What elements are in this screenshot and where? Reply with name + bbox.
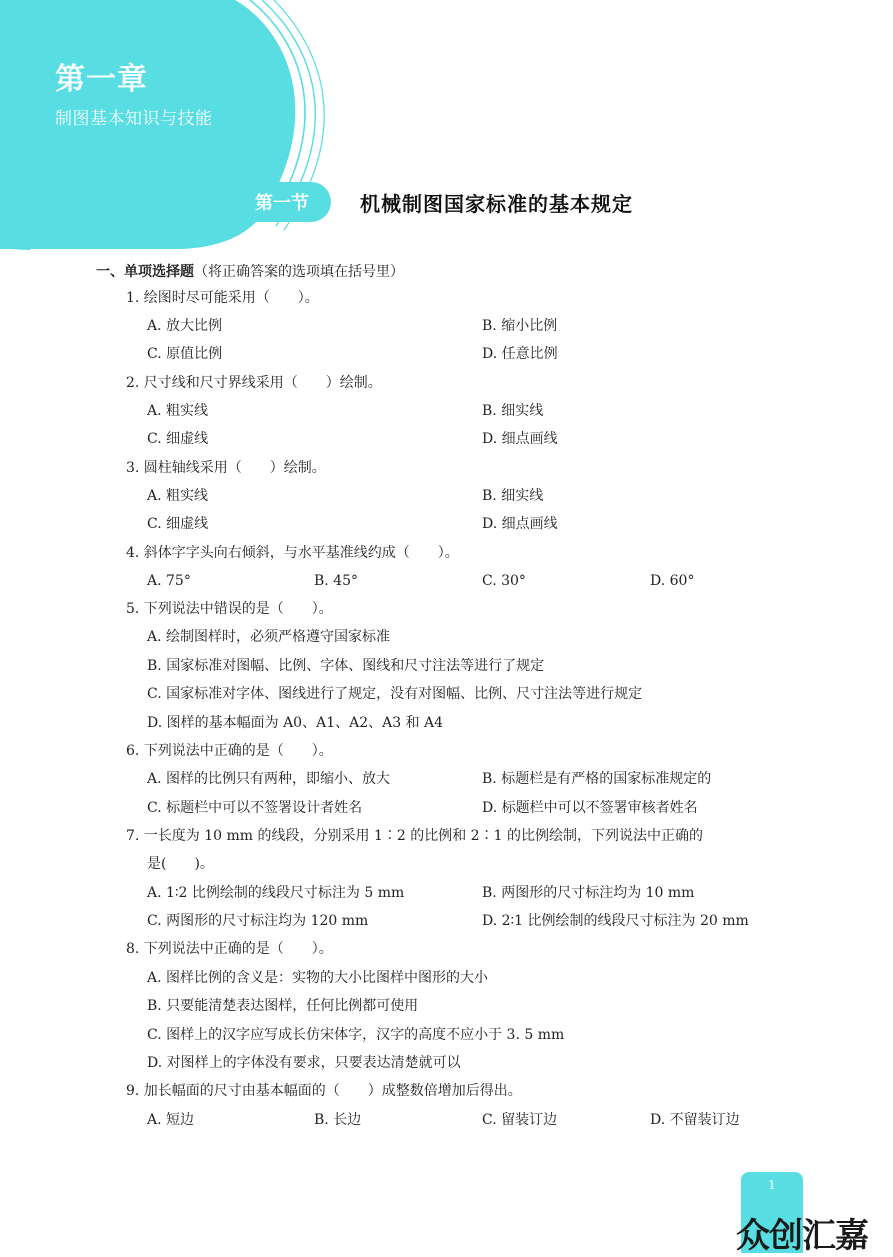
question-option: C. 标题栏中可以不签署设计者姓名 (147, 800, 363, 816)
question-option: C. 30° (482, 573, 526, 589)
question-option: C. 细虚线 (147, 431, 209, 447)
question-option: D. 60° (650, 573, 695, 589)
page-number: 1 (768, 1178, 776, 1192)
question-option: A. 放大比例 (147, 318, 223, 334)
question-option: A. 短边 (147, 1112, 195, 1128)
question-option: B. 两图形的尺寸标注均为 10 mm (482, 885, 695, 901)
question-stem: 7. 一长度为 10 mm 的线段，分别采用 1∶2 的比例和 2∶1 的比例绘制，下列说法中正确的 (126, 828, 703, 844)
question-option: C. 细虚线 (147, 516, 209, 532)
question-stem: 5. 下列说法中错误的是（ ）。 (126, 601, 333, 617)
question-option: D. 标题栏中可以不签署审核者姓名 (482, 800, 698, 816)
question-option: B. 只要能清楚表达图样，任何比例都可使用 (147, 998, 419, 1014)
part-note: （将正确答案的选项填在括号里） (194, 264, 404, 280)
question-option: B. 45° (314, 573, 359, 589)
question-option: B. 缩小比例 (482, 318, 558, 334)
question-stem: 4. 斜体字字头向右倾斜，与水平基准线约成（ ）。 (126, 545, 459, 561)
part-title (96, 261, 404, 281)
question-option: B. 细实线 (482, 488, 544, 504)
question-option: B. 长边 (314, 1112, 362, 1128)
question-option: B. 细实线 (482, 403, 544, 419)
section-badge: 第一节 (233, 182, 331, 222)
question-option: D. 细点画线 (482, 431, 558, 447)
question-option: A. 75° (147, 573, 191, 589)
question-stem: 1. 绘图时尽可能采用（ ）。 (126, 290, 319, 306)
question-option: D. 图样的基本幅面为 A0、A1、A2、A3 和 A4 (147, 715, 444, 731)
question-option: A. 图样比例的含义是：实物的大小比图样中图形的大小 (147, 970, 489, 986)
question-stem: 3. 圆柱轴线采用（ ）绘制。 (126, 460, 326, 476)
question-option: D. 任意比例 (482, 346, 558, 362)
question-option: C. 国家标准对字体、图线进行了规定，没有对图幅、比例、尺寸注法等进行规定 (147, 686, 643, 702)
question-stem: 9. 加长幅面的尺寸由基本幅面的（ ）成整数倍增加后得出。 (126, 1083, 522, 1099)
question-option: C. 两图形的尺寸标注均为 120 mm (147, 913, 369, 929)
question-option: A. 图样的比例只有两种，即缩小、放大 (147, 771, 391, 787)
question-option: C. 原值比例 (147, 346, 223, 362)
question-stem: 8. 下列说法中正确的是（ ）。 (126, 941, 333, 957)
watermark-logo: 众创汇嘉 (736, 1216, 868, 1256)
question-option: A. 粗实线 (147, 488, 209, 504)
chapter-subtitle: 制图基本知识与技能 (55, 109, 213, 129)
question-stem: 6. 下列说法中正确的是（ ）。 (126, 743, 333, 759)
question-option: D. 2∶1 比例绘制的线段尺寸标注为 20 mm (482, 913, 749, 929)
question-option: C. 图样上的汉字应写成长仿宋体字，汉字的高度不应小于 3. 5 mm (147, 1027, 565, 1043)
chapter-banner-shape (0, 0, 893, 260)
question-stem: 2. 尺寸线和尺寸界线采用（ ）绘制。 (126, 375, 382, 391)
chapter-title: 第一章 (55, 62, 148, 97)
question-option: D. 不留装订边 (650, 1112, 740, 1128)
section-title: 机械制图国家标准的基本规定 (360, 192, 633, 216)
question-stem-continued: 是( )。 (147, 856, 214, 872)
question-option: A. 1∶2 比例绘制的线段尺寸标注为 5 mm (147, 885, 405, 901)
question-option: D. 对图样上的字体没有要求，只要表达清楚就可以 (147, 1055, 461, 1071)
question-option: A. 绘制图样时，必须严格遵守国家标准 (147, 629, 391, 645)
question-option: D. 细点画线 (482, 516, 558, 532)
question-option: C. 留装订边 (482, 1112, 558, 1128)
question-option: B. 国家标准对图幅、比例、字体、图线和尺寸注法等进行了规定 (147, 658, 545, 674)
question-option: A. 粗实线 (147, 403, 209, 419)
part-label: 一、单项选择题 (96, 264, 194, 280)
question-option: B. 标题栏是有严格的国家标准规定的 (482, 771, 712, 787)
